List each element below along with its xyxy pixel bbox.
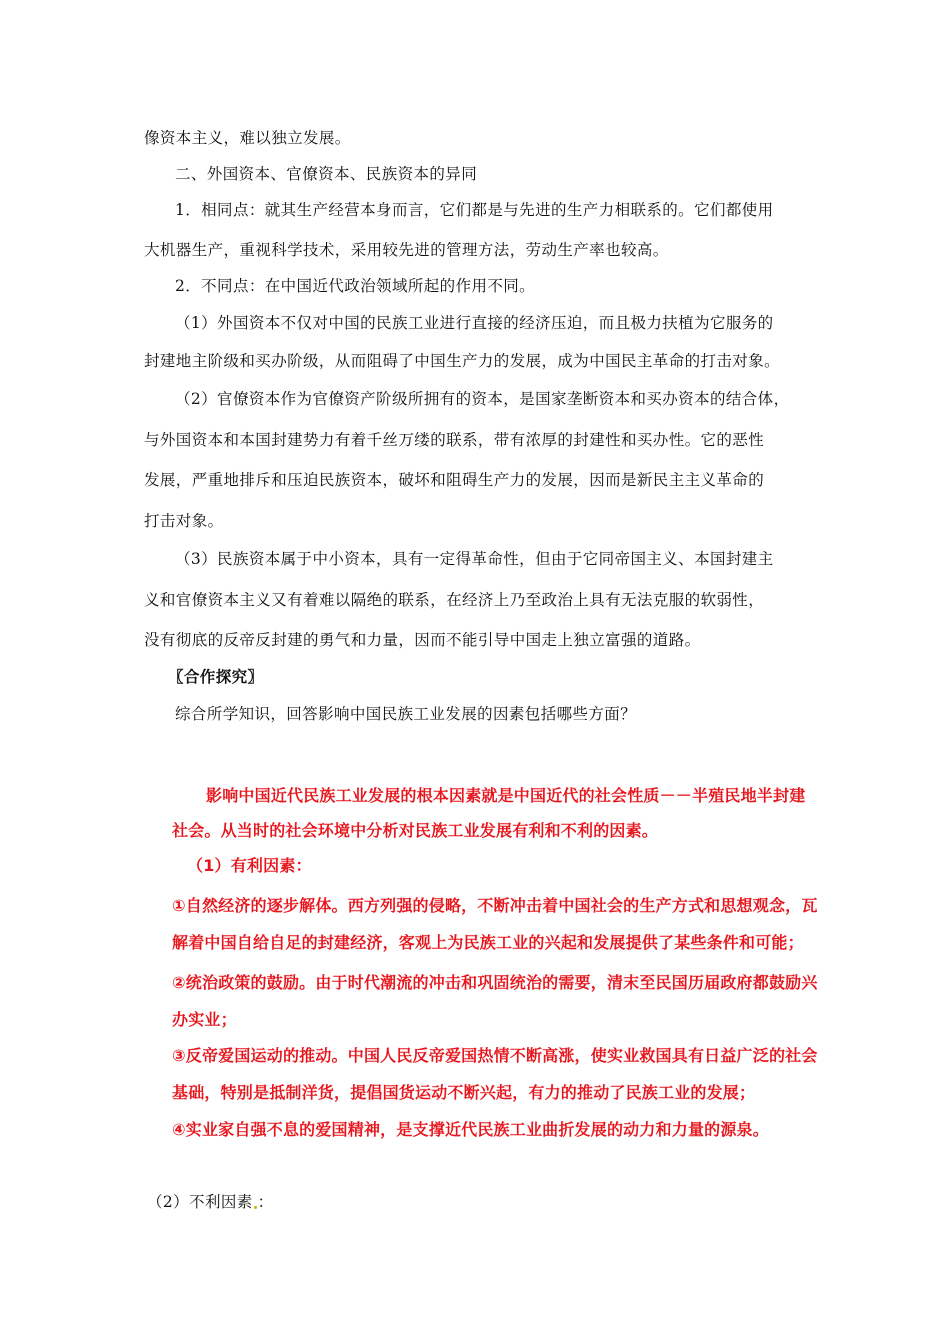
- body-line: 义和官僚资本主义又有着难以隔绝的联系，在经济上乃至政治上具有无法克服的软弱性，: [144, 591, 765, 609]
- unfavorable-factors-label: （2）不利因素: [147, 1193, 253, 1211]
- mark-dot-icon: [254, 1206, 257, 1209]
- body-line: （2）官僚资本作为官僚资产阶级所拥有的资本，是国家垄断资本和买办资本的结合体，: [175, 390, 790, 408]
- answer-line: 办实业；: [172, 1010, 237, 1029]
- section-heading: 〖合作探究〗: [168, 667, 264, 686]
- answer-line: ②统治政策的鼓励。由于时代潮流的冲击和巩固统治的需要，清末至民国历届政府都鼓励兴: [172, 973, 818, 992]
- body-line: 2．不同点：在中国近代政治领域所起的作用不同。: [175, 277, 536, 295]
- answer-line: 解着中国自给自足的封建经济，客观上为民族工业的兴起和发展提供了某些条件和可能；: [172, 933, 804, 952]
- body-line: 1．相同点：就其生产经营本身而言，它们都是与先进的生产力相联系的。它们都使用: [175, 201, 774, 219]
- body-line: 与外国资本和本国封建势力有着千丝万缕的联系，带有浓厚的封建性和买办性。它的恶性: [144, 431, 765, 449]
- answer-line: ③反帝爱国运动的推动。中国人民反帝爱国热情不断高涨，使实业救国具有日益广泛的社会: [172, 1046, 818, 1065]
- body-line: （1）外国资本不仅对中国的民族工业进行直接的经济压迫，而且极力扶植为它服务的: [175, 314, 774, 332]
- body-line: 像资本主义，难以独立发展。: [144, 129, 351, 147]
- body-line: 封建地主阶级和买办阶级，从而阻碍了中国生产力的发展，成为中国民主革命的打击对象。: [144, 352, 781, 370]
- answer-line: ①自然经济的逐步解体。西方列强的侵略，不断冲击着中国社会的生产方式和思想观念，瓦: [172, 896, 818, 915]
- body-line: （3）民族资本属于中小资本，具有一定得革命性，但由于它同帝国主义、本国封建主: [175, 550, 774, 568]
- unfavorable-factors-heading: [147, 1192, 274, 1212]
- section-title: 二、外国资本、官僚资本、民族资本的异同: [175, 165, 478, 183]
- answer-subheading: （1）有利因素：: [187, 856, 312, 875]
- answer-line: 社会。从当时的社会环境中分析对民族工业发展有利和不利的因素。: [172, 821, 659, 840]
- body-line: 没有彻底的反帝反封建的勇气和力量，因而不能引导中国走上独立富强的道路。: [144, 631, 701, 649]
- answer-line: 影响中国近代民族工业发展的根本因素就是中国近代的社会性质－－半殖民地半封建: [206, 786, 806, 805]
- body-line: 大机器生产，重视科学技术，采用较先进的管理方法，劳动生产率也较高。: [144, 241, 669, 259]
- question-text: 综合所学知识，回答影响中国民族工业发展的因素包括哪些方面？: [175, 705, 637, 723]
- body-line: 发展，严重地排斥和压迫民族资本，破坏和阻碍生产力的发展，因而是新民主主义革命的: [144, 471, 765, 489]
- unfavorable-factors-colon: ：: [257, 1193, 274, 1211]
- answer-line: 基础，特别是抵制洋货，提倡国货运动不断兴起，有力的推动了民族工业的发展；: [172, 1083, 756, 1102]
- answer-line: ④实业家自强不息的爱国精神，是支撑近代民族工业曲折发展的动力和力量的源泉。: [172, 1120, 769, 1139]
- body-line: 打击对象。: [144, 512, 224, 530]
